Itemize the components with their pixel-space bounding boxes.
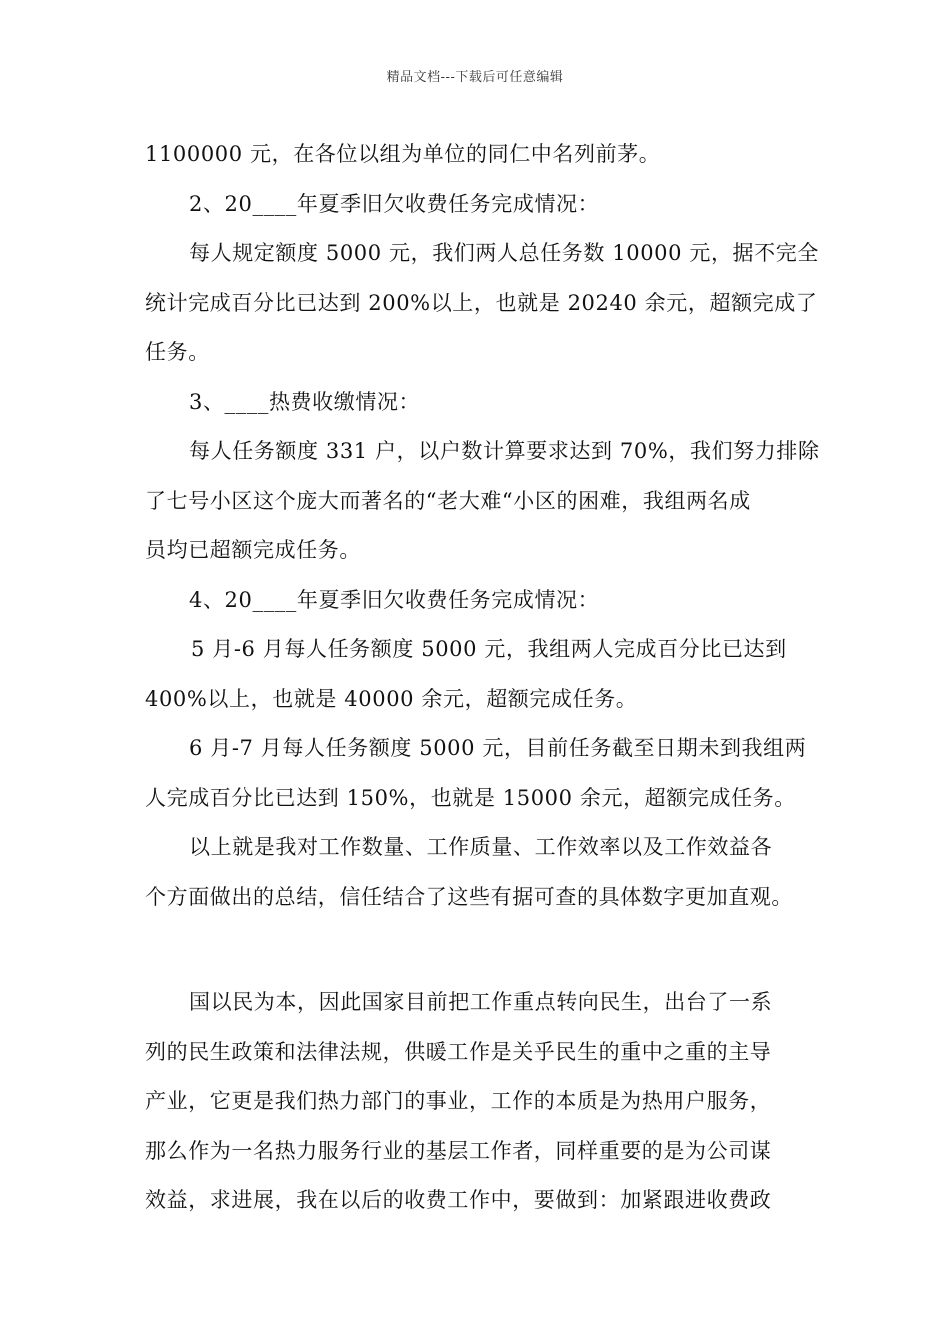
paragraph-line: 5 月-6 月每人任务额度 5000 元，我组两人完成百分比已达到 xyxy=(191,637,787,661)
paragraph-line: 6 月-7 月每人任务额度 5000 元，目前任务截至日期未到我组两 xyxy=(189,736,807,760)
paragraph-gap xyxy=(145,922,825,978)
paragraph-line: 每人规定额度 5000 元，我们两人总任务数 10000 元，据不完全 xyxy=(189,241,819,265)
paragraph-line: 统计完成百分比已达到 200%以上，也就是 20240 余元，超额完成了 xyxy=(145,290,818,315)
section-heading-2: 2、20____年夏季旧欠收费任务完成情况： xyxy=(189,191,600,216)
paragraph-line: 国以民为本，因此国家目前把工作重点转向民生，出台了一系 xyxy=(189,990,773,1014)
paragraph-line: 人完成百分比已达到 150%，也就是 15000 余元，超额完成任务。 xyxy=(145,785,796,810)
paragraph-line: 那么作为一名热力服务行业的基层工作者，同样重要的是为公司谋 xyxy=(145,1138,772,1163)
paragraph-line: 以上就是我对工作数量、工作质量、工作效率以及工作效益各 xyxy=(189,835,773,859)
paragraph-line: 任务。 xyxy=(145,340,210,364)
paragraph-line: 400%以上，也就是 40000 余元，超额完成任务。 xyxy=(145,686,638,711)
paragraph-line: 个方面做出的总结，信任结合了这些有据可查的具体数字更加直观。 xyxy=(145,884,793,909)
document-body xyxy=(145,130,825,1226)
page-header: 精品文档---下载后可任意编辑 xyxy=(386,70,564,85)
paragraph-line: 每人任务额度 331 户，以户数计算要求达到 70%，我们努力排除 xyxy=(189,439,820,463)
paragraph-line: 效益，求进展，我在以后的收费工作中，要做到：加紧跟进收费政 xyxy=(145,1188,772,1212)
paragraph-line: 1100000 元，在各位以组为单位的同仁中名列前茅。 xyxy=(145,142,661,166)
section-heading-3: 3、____热费收缴情况： xyxy=(189,389,421,414)
paragraph-line: 员均已超额完成任务。 xyxy=(145,538,361,562)
paragraph-line: 了七号小区这个庞大而著名的“老大难“小区的困难，我组两名成 xyxy=(145,488,751,513)
paragraph-line: 列的民生政策和法律法规，供暖工作是关乎民生的重中之重的主导 xyxy=(145,1039,772,1064)
section-heading-4: 4、20____年夏季旧欠收费任务完成情况： xyxy=(189,587,600,612)
paragraph-line: 产业，它更是我们热力部门的事业，工作的本质是为热用户服务， xyxy=(145,1089,772,1113)
